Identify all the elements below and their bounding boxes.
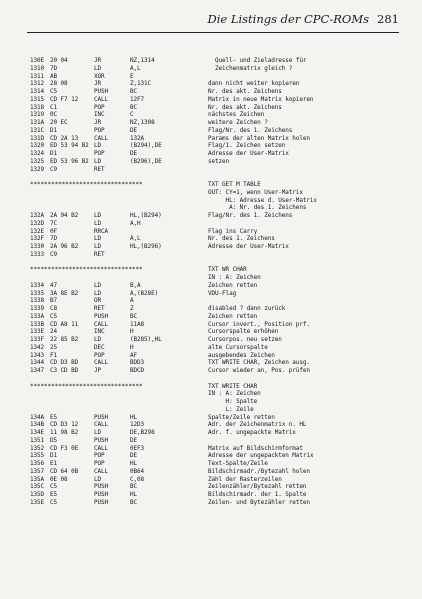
mnemonic: INC <box>94 111 105 119</box>
mnemonic: CALL <box>94 95 109 103</box>
code-line <box>30 321 400 329</box>
comment: TXT WR CHAR <box>208 266 247 274</box>
comment-line <box>30 406 400 414</box>
code-line <box>30 88 400 96</box>
mnemonic: LD <box>94 475 102 483</box>
address: 133F <box>30 336 45 343</box>
address: 1334 <box>30 281 45 289</box>
opcode-bytes: 24 <box>50 328 58 336</box>
code-line <box>30 499 400 507</box>
comment: Zeichen retten <box>208 312 258 320</box>
comment: OUT: CY=1, wenn User-Matrix <box>208 188 303 196</box>
code-line <box>30 352 400 360</box>
operand: BDCD <box>130 367 145 374</box>
address: 132F <box>30 235 45 243</box>
operand: HL,(B296) <box>130 243 162 250</box>
operand: 12D3 <box>130 421 145 429</box>
operand: H <box>130 343 134 351</box>
mnemonic: RET <box>94 165 105 173</box>
comment: Zeilen- und Bytezähler retten <box>208 498 310 506</box>
address: 1330 <box>30 243 45 250</box>
address: 1343 <box>30 351 45 359</box>
operand: 11A8 <box>130 320 145 328</box>
operand: 132A <box>130 134 145 142</box>
address: 1356 <box>30 460 45 467</box>
opcode-bytes: 20 04 <box>50 57 68 64</box>
code-line <box>30 96 400 104</box>
separator-stars: ******************************** <box>30 266 143 274</box>
opcode-bytes: 2A 94 B2 <box>50 212 79 219</box>
code-line <box>30 336 400 344</box>
operand: DE <box>130 452 138 460</box>
comment: Bildschirmadr. der 1. Spalte <box>208 491 307 498</box>
opcode-bytes: 11 98 B2 <box>50 429 79 436</box>
address: 134A <box>30 413 45 421</box>
operand: 12F7 <box>130 95 145 103</box>
comment-line <box>30 398 400 406</box>
code-line <box>30 468 400 476</box>
code-line <box>30 65 400 73</box>
address: 1352 <box>30 444 45 452</box>
code-line <box>30 111 400 119</box>
mnemonic: RET <box>94 250 105 258</box>
opcode-bytes: CD F7 12 <box>50 95 79 103</box>
code-line <box>30 119 400 127</box>
comment: Bildschirmadr./Bytezahl holen <box>208 467 310 475</box>
address: 1351 <box>30 436 45 444</box>
code-line <box>30 476 400 484</box>
comment: A: Nr. des 1. Zeichens <box>208 204 307 212</box>
opcode-bytes: ED 53 96 B2 <box>50 157 89 165</box>
blank-line <box>30 375 400 383</box>
address: 134E <box>30 429 45 436</box>
code-line <box>30 437 400 445</box>
mnemonic: PUSH <box>94 491 109 498</box>
code-line <box>30 73 400 81</box>
mnemonic: PUSH <box>94 312 109 320</box>
mnemonic: PUSH <box>94 88 109 95</box>
operand: BC <box>130 312 138 320</box>
address: 131A <box>30 119 45 126</box>
comment: dann nicht weiter kopieren <box>208 80 300 88</box>
code-line <box>30 344 400 352</box>
comment: Flag/Nr. des 1. Zeichens <box>208 126 293 134</box>
address: 1315 <box>30 95 45 103</box>
opcode-bytes: 0E 08 <box>50 475 68 483</box>
opcode-bytes: C5 <box>50 88 58 95</box>
operand: (B294),DE <box>130 142 162 150</box>
comment: Params der alten Matrix holen <box>208 134 310 142</box>
operand: NZ,1308 <box>130 119 155 126</box>
code-line <box>30 158 400 166</box>
address: 134B <box>30 421 45 429</box>
opcode-bytes: 7C <box>50 219 58 227</box>
mnemonic: LD <box>94 289 102 297</box>
code-line <box>30 57 400 65</box>
opcode-bytes: C5 <box>50 498 58 506</box>
mnemonic: POP <box>94 126 105 134</box>
mnemonic: INC <box>94 328 105 336</box>
mnemonic: LD <box>94 212 102 219</box>
opcode-bytes: D1 <box>50 150 58 157</box>
comment: IN : A: Zeichen <box>208 390 261 398</box>
operand: BDD3 <box>130 359 145 367</box>
code-line <box>30 421 400 429</box>
opcode-bytes: C9 <box>50 250 58 258</box>
mnemonic: LD <box>94 219 102 227</box>
address: 1344 <box>30 359 45 367</box>
code-line <box>30 297 400 305</box>
code-line <box>30 290 400 298</box>
mnemonic: LD <box>94 336 102 343</box>
code-line <box>30 313 400 321</box>
operand: C <box>130 111 134 119</box>
address: 1311 <box>30 72 45 80</box>
mnemonic: POP <box>94 150 105 157</box>
opcode-bytes: C8 <box>50 305 58 312</box>
chapter-title: Die Listings der CPC-ROMs <box>207 12 369 26</box>
opcode-bytes: 20 EC <box>50 119 68 126</box>
address: 1310 <box>30 64 45 72</box>
comment: Spalte/Zeile retten <box>208 413 275 421</box>
address: 132E <box>30 227 45 235</box>
operand: HL <box>130 491 138 498</box>
mnemonic: PUSH <box>94 483 109 491</box>
code-line <box>30 243 400 251</box>
mnemonic: LD <box>94 429 102 436</box>
opcode-bytes: 47 <box>50 281 58 289</box>
address: 1355 <box>30 452 45 460</box>
address: 132D <box>30 219 45 227</box>
opcode-bytes: D1 <box>50 126 58 134</box>
comment-line <box>30 390 400 398</box>
mnemonic: LD <box>94 235 102 243</box>
code-line <box>30 483 400 491</box>
comment: Cursor invert., Position prf. <box>208 320 310 328</box>
opcode-bytes: 28 08 <box>50 80 68 88</box>
assembly-listing <box>30 57 400 507</box>
code-line <box>30 414 400 422</box>
operand: A <box>130 297 134 305</box>
mnemonic: JP <box>94 367 102 374</box>
operand: DE,B298 <box>130 429 155 436</box>
comment: Zahl der Rasterzeilen <box>208 475 282 483</box>
operand: HL,(B294) <box>130 212 162 219</box>
operand: A,H <box>130 219 141 227</box>
comment-line <box>30 189 400 197</box>
operand: (B296),DE <box>130 157 162 165</box>
address: 1324 <box>30 150 45 157</box>
code-line <box>30 80 400 88</box>
comment: HL: Adresse d. User-Matrix <box>208 196 317 204</box>
mnemonic: JR <box>94 57 102 64</box>
mnemonic: JR <box>94 119 102 126</box>
mnemonic: CALL <box>94 421 109 429</box>
operand: (B285),HL <box>130 336 162 343</box>
operand: A,L <box>130 64 141 72</box>
comment: Matrix auf Bildschirmformat <box>208 444 303 452</box>
page-header <box>27 8 399 33</box>
mnemonic: OR <box>94 297 102 305</box>
code-line <box>30 445 400 453</box>
comment: VDU-Flag <box>208 289 237 297</box>
code-line <box>30 367 400 375</box>
address: 1318 <box>30 103 45 111</box>
address: 1325 <box>30 157 45 165</box>
mnemonic: POP <box>94 452 105 460</box>
separator-stars: ******************************** <box>30 181 143 188</box>
address: 135C <box>30 483 45 491</box>
section-header-line <box>30 383 400 391</box>
operand: DE <box>130 150 138 157</box>
code-line <box>30 142 400 150</box>
address: 1335 <box>30 289 45 297</box>
comment: Adresse der User-Matrix <box>208 150 289 157</box>
page-number: 281 <box>377 12 399 26</box>
operand: DE <box>130 126 138 134</box>
operand: HL <box>130 460 138 467</box>
code-line <box>30 452 400 460</box>
address: 1342 <box>30 343 45 351</box>
comment: Zeichen retten <box>208 281 258 289</box>
operand: BC <box>130 498 138 506</box>
operand: Z <box>130 305 134 312</box>
code-line <box>30 328 400 336</box>
operand: AF <box>130 351 138 359</box>
comment: nächstes Zeichen <box>208 111 265 119</box>
comment: TXT GET M TABLE <box>208 181 261 188</box>
opcode-bytes: 0C <box>50 111 58 119</box>
opcode-bytes: 22 85 B2 <box>50 336 79 343</box>
comment: TXT WRITE CHAR <box>208 382 258 390</box>
opcode-bytes: B7 <box>50 297 58 305</box>
address: 1320 <box>30 142 45 150</box>
comment: H: Spalte <box>208 398 258 405</box>
opcode-bytes: 0F <box>50 227 58 235</box>
mnemonic: RRCA <box>94 227 109 235</box>
address: 1329 <box>30 165 45 173</box>
comment: Adr. der Zeichenmatrix n. HL <box>208 421 307 429</box>
code-line <box>30 104 400 112</box>
address: 131C <box>30 126 45 134</box>
address: 135A <box>30 475 45 483</box>
comment: Cursor wieder an, Pos. prüfen <box>208 367 310 374</box>
address: 1314 <box>30 88 45 95</box>
section-header-line <box>30 266 400 274</box>
address: 1333 <box>30 250 45 258</box>
blank-line <box>30 259 400 267</box>
mnemonic: PUSH <box>94 436 109 444</box>
comment: Quell- und Zieladresse für <box>208 57 307 64</box>
comment: Adresse der User-Matrix <box>208 243 289 250</box>
comment-line <box>30 204 400 212</box>
opcode-bytes: E1 <box>50 460 58 467</box>
opcode-bytes: F1 <box>50 351 58 359</box>
opcode-bytes: D5 <box>50 436 58 444</box>
operand: 0B64 <box>130 467 145 475</box>
operand: BC <box>130 103 138 111</box>
address: 1347 <box>30 367 45 374</box>
code-line <box>30 282 400 290</box>
comment: Nr. des akt. Zeichens <box>208 88 282 95</box>
address: 131D <box>30 134 45 142</box>
operand: E <box>130 72 134 80</box>
opcode-bytes: CD 64 0B <box>50 467 79 475</box>
opcode-bytes: 2A 96 B2 <box>50 243 79 250</box>
opcode-bytes: 25 <box>50 343 58 351</box>
address: 1338 <box>30 297 45 305</box>
operand: NZ,1314 <box>130 57 155 64</box>
code-line <box>30 460 400 468</box>
opcode-bytes: CD A8 11 <box>50 320 79 328</box>
comment-line <box>30 274 400 282</box>
opcode-bytes: E5 <box>50 491 58 498</box>
operand: B,A <box>130 281 141 289</box>
comment: Adr. f. ungepackte Matrix <box>208 429 296 436</box>
comment: Nr. des 1. Zeichens <box>208 235 275 243</box>
address: 135E <box>30 498 45 506</box>
mnemonic: RET <box>94 305 105 312</box>
opcode-bytes: C1 <box>50 103 58 111</box>
comment: alte Cursorspalte <box>208 343 268 351</box>
address: 133E <box>30 328 45 336</box>
address: 1339 <box>30 305 45 312</box>
opcode-bytes: ED 53 94 B2 <box>50 142 89 150</box>
opcode-bytes: CD 2A 13 <box>50 134 79 142</box>
operand: BC <box>130 88 138 95</box>
opcode-bytes: 7D <box>50 64 58 72</box>
opcode-bytes: C9 <box>50 165 58 173</box>
comment: Matrix in neue Matrix kopieren <box>208 95 314 103</box>
opcode-bytes: D1 <box>50 452 58 460</box>
mnemonic: POP <box>94 103 105 111</box>
code-line <box>30 359 400 367</box>
operand: C,08 <box>130 475 145 483</box>
opcode-bytes: CD D3 BD <box>50 359 79 367</box>
operand: A,(B28E) <box>130 289 159 297</box>
address: 130E <box>30 57 45 64</box>
opcode-bytes: C5 <box>50 312 58 320</box>
comment: Adresse der ungepackten Matrix <box>208 452 314 460</box>
comment: Flag/1. Zeichen setzen <box>208 142 286 150</box>
comment: IN : A: Zeichen <box>208 274 261 281</box>
blank-line <box>30 173 400 181</box>
comment: setzen <box>208 157 230 165</box>
opcode-bytes: E5 <box>50 413 58 421</box>
opcode-bytes: CD D3 12 <box>50 421 79 429</box>
comment: ausgebendes Zeichen <box>208 351 275 359</box>
comment: Zeichenmatrix gleich ? <box>208 64 293 72</box>
address: 1312 <box>30 80 45 88</box>
mnemonic: POP <box>94 460 105 467</box>
code-line <box>30 228 400 236</box>
address: 133B <box>30 320 45 328</box>
operand: BC <box>130 483 138 491</box>
mnemonic: XOR <box>94 72 105 80</box>
code-line <box>30 127 400 135</box>
mnemonic: LD <box>94 281 102 289</box>
address: 132A <box>30 212 45 219</box>
comment: Cursorspalte erhöhen <box>208 328 279 336</box>
opcode-bytes: CD F3 0E <box>50 444 79 452</box>
code-line <box>30 220 400 228</box>
opcode-bytes: 3A 8E B2 <box>50 289 79 297</box>
code-line <box>30 429 400 437</box>
comment: Nr. des akt. Zeichens <box>208 103 282 111</box>
code-line <box>30 235 400 243</box>
comment: Flag ins Carry <box>208 227 258 235</box>
mnemonic: DEC <box>94 343 105 351</box>
comment: disabled ? dann zurück <box>208 305 286 312</box>
mnemonic: LD <box>94 157 102 165</box>
comment: Zeilenzähler/Bytezahl retten <box>208 483 307 491</box>
mnemonic: CALL <box>94 444 109 452</box>
comment: Cursorpos. neu setzen <box>208 336 282 343</box>
mnemonic: CALL <box>94 320 109 328</box>
address: 1319 <box>30 111 45 119</box>
separator-stars: ******************************** <box>30 382 143 390</box>
opcode-bytes: C3 CD BD <box>50 367 79 374</box>
mnemonic: CALL <box>94 467 109 475</box>
operand: 0EF3 <box>130 444 145 452</box>
mnemonic: JR <box>94 80 102 88</box>
operand: A,L <box>130 235 141 243</box>
operand: DE <box>130 436 138 444</box>
address: 133A <box>30 312 45 320</box>
address: 1357 <box>30 467 45 475</box>
comment: weitere Zeichen ? <box>208 119 268 126</box>
code-line <box>30 150 400 158</box>
opcode-bytes: 7D <box>50 235 58 243</box>
mnemonic: LD <box>94 142 102 150</box>
opcode-bytes: C5 <box>50 483 58 491</box>
code-line <box>30 166 400 174</box>
operand: HL <box>130 413 138 421</box>
code-line <box>30 491 400 499</box>
comment: TXT WRITE CHAR, Zeichen ausg. <box>208 359 310 367</box>
comment: L: Zeile <box>208 405 254 413</box>
mnemonic: PUSH <box>94 498 109 506</box>
comment: Text-Spalte/Zeile <box>208 460 268 467</box>
code-line <box>30 305 400 313</box>
code-line <box>30 251 400 259</box>
operand: Z,131C <box>130 80 152 88</box>
mnemonic: CALL <box>94 359 109 367</box>
mnemonic: POP <box>94 351 105 359</box>
operand: H <box>130 328 134 336</box>
code-line <box>30 135 400 143</box>
comment: Flag/Nr. des 1. Zeichens <box>208 212 293 219</box>
comment-line <box>30 197 400 205</box>
mnemonic: LD <box>94 64 102 72</box>
code-line <box>30 212 400 220</box>
address: 135D <box>30 491 45 498</box>
mnemonic: LD <box>94 243 102 250</box>
mnemonic: PUSH <box>94 413 109 421</box>
mnemonic: CALL <box>94 134 109 142</box>
section-header-line <box>30 181 400 189</box>
opcode-bytes: AB <box>50 72 58 80</box>
